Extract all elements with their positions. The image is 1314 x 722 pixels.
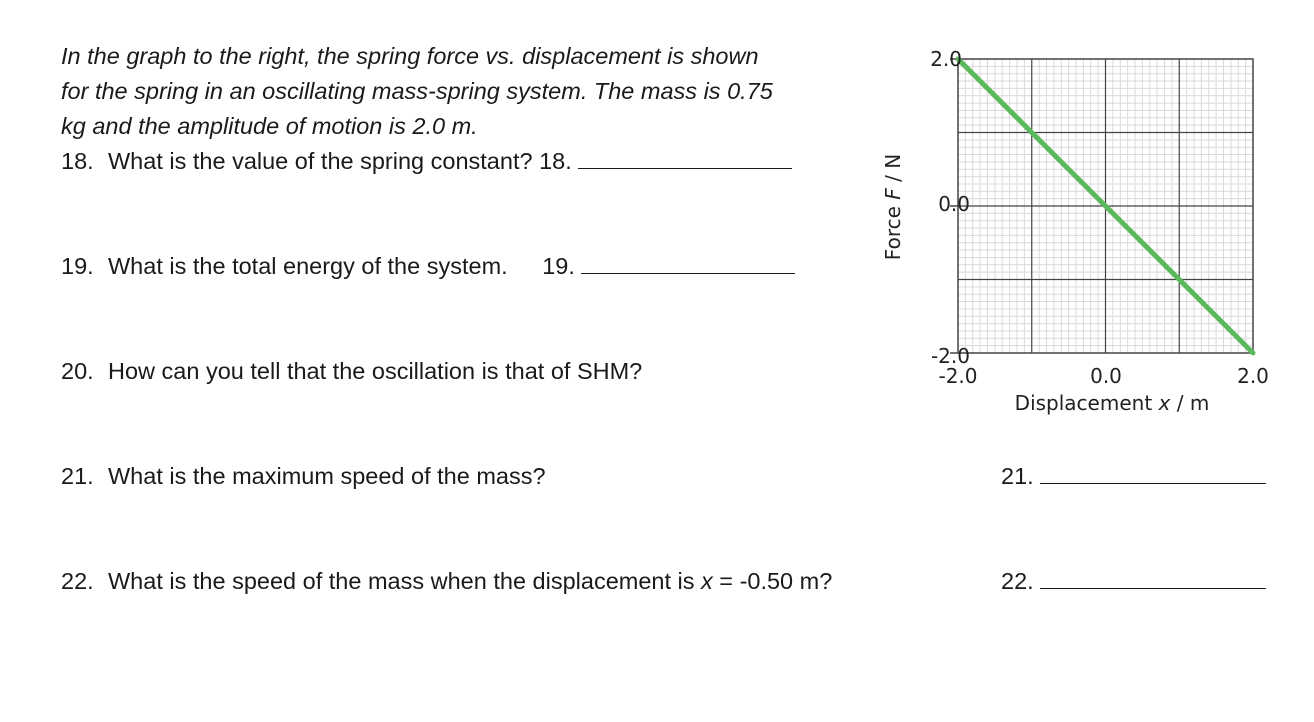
answer-blank[interactable] xyxy=(1040,461,1266,484)
question-text: What is the speed of the mass when the displacement is xyxy=(108,568,702,594)
question-text-end: = -0.50 m? xyxy=(712,568,833,594)
force-displacement-chart xyxy=(870,40,1290,425)
intro-paragraph xyxy=(61,39,773,144)
answer-label: 22. xyxy=(1001,568,1034,594)
x-tick-label: 0.0 xyxy=(1090,364,1122,388)
question-22 xyxy=(61,564,832,599)
question-text: How can you tell that the oscillation is that of SHM? xyxy=(108,358,643,384)
answer-22 xyxy=(1001,564,1266,599)
answer-label: 19. xyxy=(542,253,575,279)
question-19 xyxy=(61,249,795,284)
question-variable: x xyxy=(701,568,713,594)
y-axis-label: Force F / N xyxy=(881,153,905,261)
answer-blank[interactable] xyxy=(581,251,795,274)
intro-line: for the spring in an oscillating mass-spring system. The mass is 0.75 xyxy=(61,78,773,104)
question-number: 20. xyxy=(61,358,94,384)
question-number: 22. xyxy=(61,568,94,594)
question-number: 18. xyxy=(61,148,94,174)
question-number: 21. xyxy=(61,463,94,489)
question-number: 19. xyxy=(61,253,94,279)
intro-line: In the graph to the right, the spring force vs. displacement is shown xyxy=(61,43,759,69)
intro-line: kg and the amplitude of motion is 2.0 m. xyxy=(61,113,478,139)
question-text: What is the value of the spring constant? 18. xyxy=(108,148,572,174)
question-text: What is the total energy of the system. xyxy=(108,253,508,279)
question-18 xyxy=(61,144,792,179)
y-tick-label: 2.0 xyxy=(930,47,962,71)
question-20 xyxy=(61,354,642,389)
answer-blank[interactable] xyxy=(578,146,792,169)
answer-label: 21. xyxy=(1001,463,1034,489)
question-text: What is the maximum speed of the mass? xyxy=(108,463,546,489)
x-tick-label: -2.0 xyxy=(938,364,978,388)
y-tick-label: 0.0 xyxy=(938,192,970,216)
answer-21 xyxy=(1001,459,1266,494)
answer-blank[interactable] xyxy=(1040,566,1266,589)
x-axis-label: Displacement x / m xyxy=(1014,391,1210,415)
x-tick-label: 2.0 xyxy=(1237,364,1269,388)
question-21 xyxy=(61,459,546,494)
y-tick-label: -2.0 xyxy=(930,344,970,368)
